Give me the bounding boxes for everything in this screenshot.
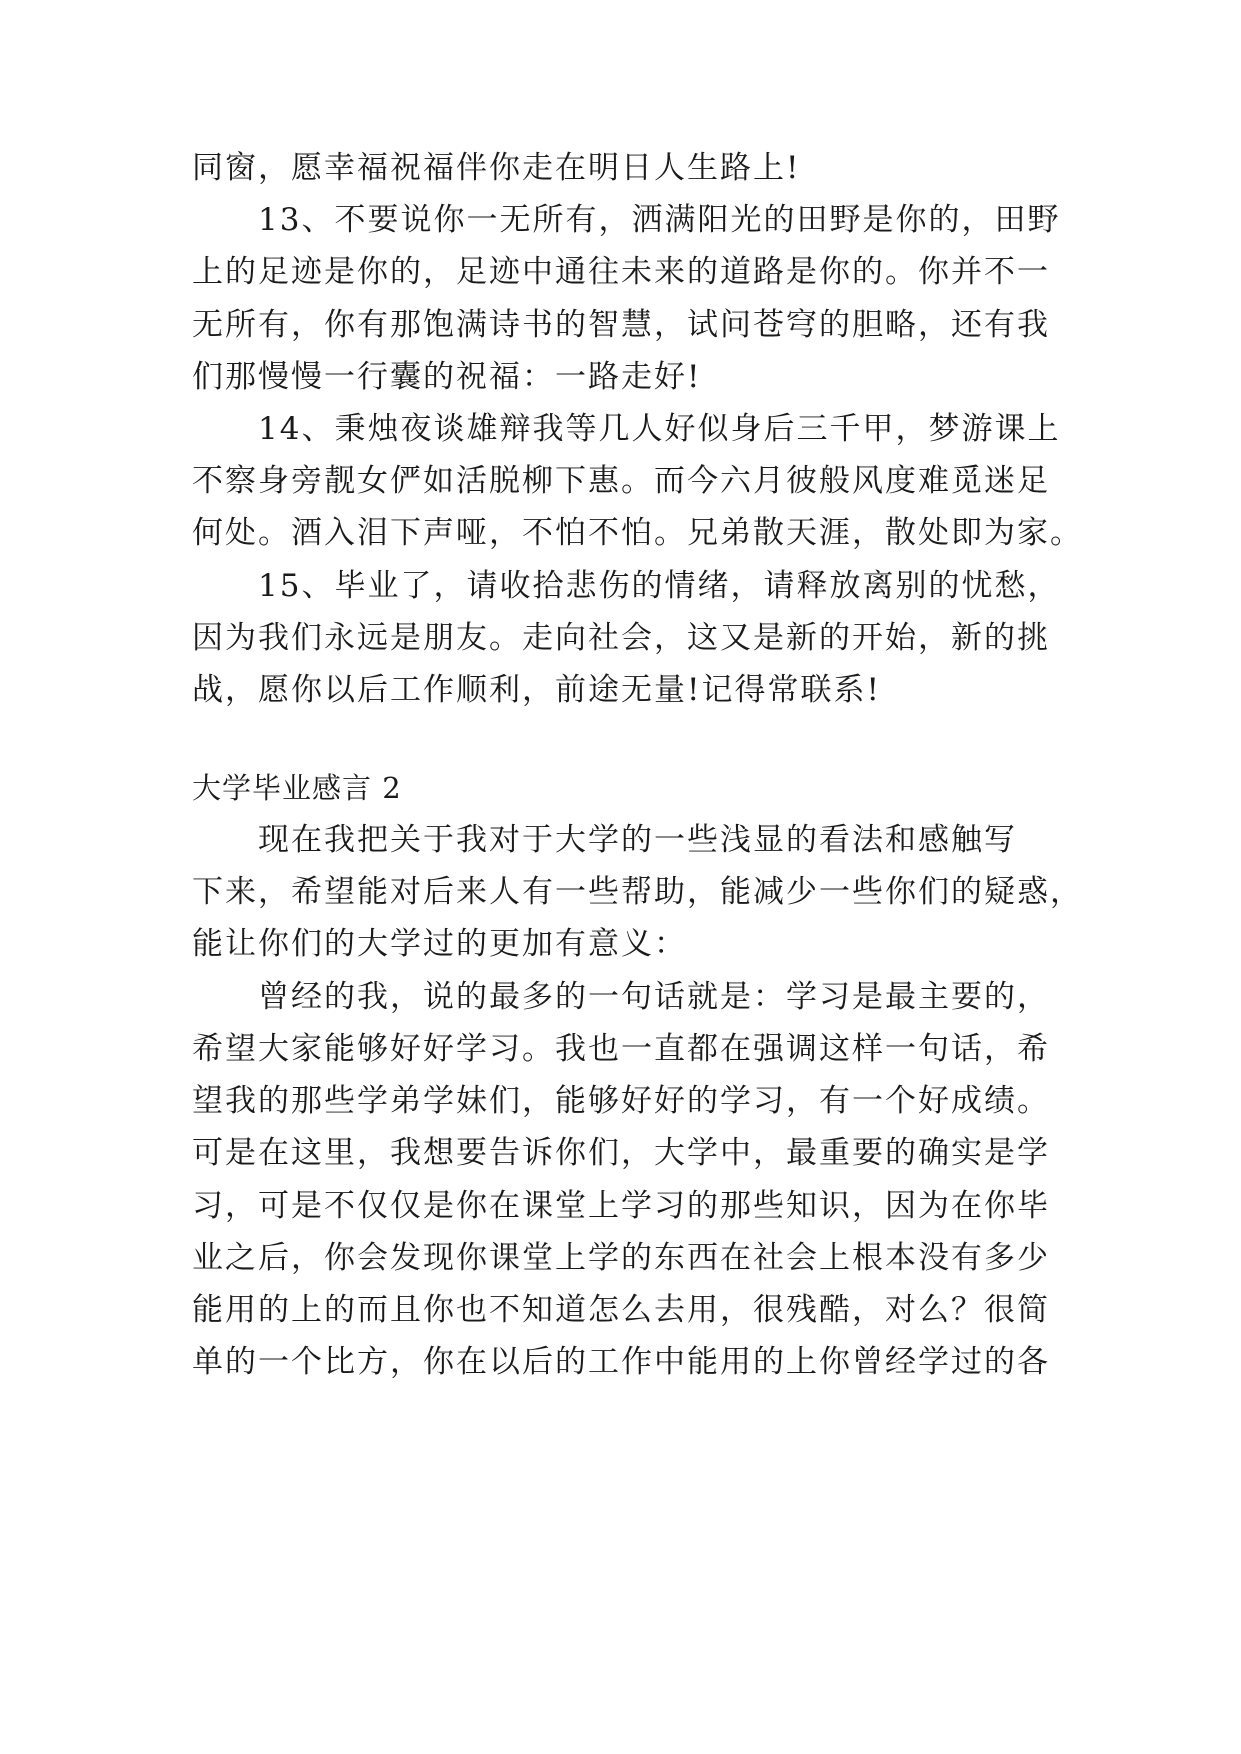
text-line: 曾经的我，说的最多的一句话就是：学习是最主要的，: [192, 979, 1050, 1015]
text-line: 望我的那些学弟学妹们，能够好好的学习，有一个好成绩。: [192, 1083, 1050, 1119]
section-heading: 大学毕业感言 2: [192, 771, 402, 805]
text-line: 13、不要说你一无所有，洒满阳光的田野是你的，田野: [192, 202, 1061, 238]
text-line: 不察身旁靓女俨如活脱柳下惠。而今六月彼般风度难觅迷足: [192, 463, 1050, 499]
text-line: 上的足迹是你的，足迹中通往未来的道路是你的。你并不一: [192, 254, 1050, 290]
text-line: 15、毕业了，请收拾悲伤的情绪，请释放离别的忧愁，: [192, 568, 1061, 604]
text-line: 无所有，你有那饱满诗书的智慧，试问苍穹的胆略，还有我: [192, 307, 1050, 343]
text-line: 因为我们永远是朋友。走向社会，这又是新的开始，新的挑: [192, 620, 1050, 656]
text-line: 能让你们的大学过的更加有意义：: [192, 926, 687, 962]
text-line: 现在我把关于我对于大学的一些浅显的看法和感触写: [192, 822, 1017, 858]
text-line: 能用的上的而且你也不知道怎么去用，很残酷，对么？很简: [192, 1292, 1050, 1328]
text-line: 同窗，愿幸福祝福伴你走在明日人生路上!: [192, 150, 801, 186]
text-line: 们那慢慢一行囊的祝福：一路走好!: [192, 359, 702, 395]
text-line: 业之后，你会发现你课堂上学的东西在社会上根本没有多少: [192, 1240, 1050, 1276]
text-line: 下来，希望能对后来人有一些帮助，能减少一些你们的疑惑，: [192, 874, 1083, 910]
text-line: 何处。酒入泪下声哑，不怕不怕。兄弟散天涯，散处即为家。: [192, 515, 1083, 551]
text-line: 希望大家能够好好学习。我也一直都在强调这样一句话，希: [192, 1031, 1050, 1067]
text-line: 习，可是不仅仅是你在课堂上学习的那些知识，因为在你毕: [192, 1188, 1050, 1224]
text-line: 战，愿你以后工作顺利，前途无量!记得常联系!: [192, 672, 881, 708]
text-line: 14、秉烛夜谈雄辩我等几人好似身后三千甲，梦游课上: [192, 411, 1061, 447]
text-line: 可是在这里，我想要告诉你们，大学中，最重要的确实是学: [192, 1135, 1050, 1171]
text-line: 单的一个比方，你在以后的工作中能用的上你曾经学过的各: [192, 1344, 1050, 1380]
